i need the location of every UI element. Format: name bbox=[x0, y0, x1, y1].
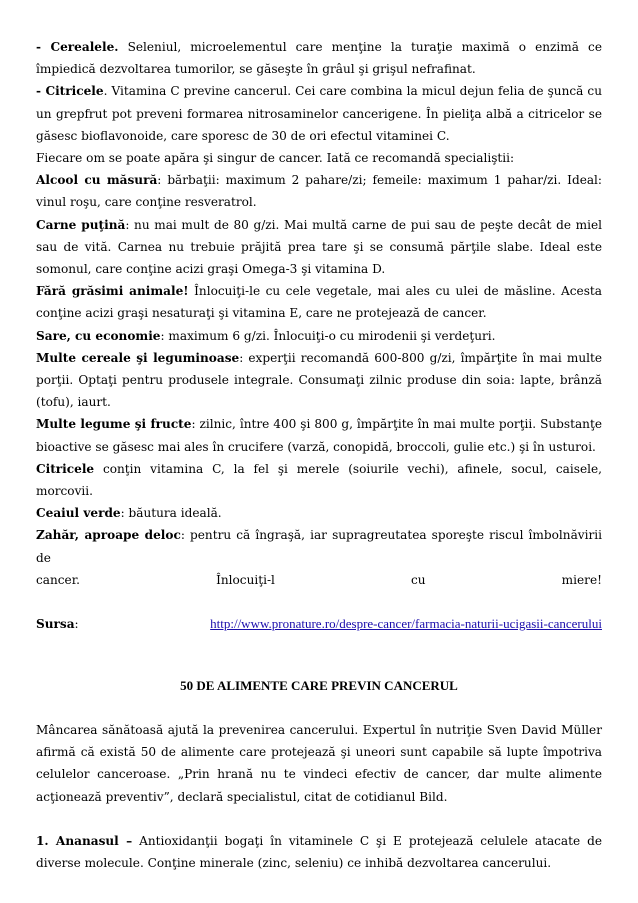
paragraph-animal-fats bbox=[36, 280, 602, 324]
source-label-group bbox=[36, 613, 79, 635]
spacer bbox=[36, 591, 602, 613]
sugar-text: : pentru că îngraşă, iar supragreutatea sporeşte riscul îmbolnăvirii de bbox=[36, 528, 602, 565]
source-row bbox=[36, 613, 602, 635]
cereals-legumes-heading: Multe cereale şi leguminoase bbox=[36, 350, 240, 365]
paragraph-intro-50-foods: Mâncarea sănătoasă ajută la prevenirea cancerului. Expertul în nutriţie Sven David Müller afirmă că există 50 de alimente care protejează şi uneori sunt capabile să lupte împotriva celulelor canceroase. „Prin hrană nu te vindeci efectiv de cancer, dar multe alimente acţionează preventiv”, declară specialistul, citat de cotidianul Bild. bbox=[36, 723, 602, 804]
cereals-legumes-text: : experţii recomandă 600-800 g/zi, împărţite în mai multe porţii. Optaţi pentru produsele integrale. Consumaţi zilnic produse din soia: lapte, brânză (tofu), iaurt. bbox=[36, 350, 602, 410]
salt-text: : maximum 6 g/zi. Înlocuiţi-o cu mirodenii şi verdeţuri. bbox=[160, 328, 496, 343]
citrus-2-heading: Citricele bbox=[36, 461, 95, 476]
source-label: Sursa bbox=[36, 617, 75, 632]
sugar-word-honey: miere! bbox=[561, 572, 602, 587]
paragraph-green-tea bbox=[36, 502, 602, 524]
pineapple-heading: 1. Ananasul – bbox=[36, 833, 133, 848]
paragraph-meat bbox=[36, 214, 602, 281]
paragraph-citrus-2 bbox=[36, 458, 602, 502]
citrus-text: . Vitamina C previne cancerul. Cei care combina la micul dejun felia de şuncă cu un grepfrut pot preveni formarea nitrosaminelor cancerigene. În pieliţa albă a citricelor se găsesc bioflavonoide, care sporesc de 30 de ori efectul vitaminei C. bbox=[36, 84, 602, 143]
section-heading: 50 DE ALIMENTE CARE PREVIN CANCERUL bbox=[180, 678, 458, 694]
paragraph-sugar-last-line bbox=[36, 569, 602, 591]
green-tea-heading: Ceaiul verde bbox=[36, 506, 121, 521]
green-tea-text: : băutura ideală. bbox=[120, 506, 222, 521]
animal-fats-heading: Fără grăsimi animale! bbox=[36, 284, 189, 299]
pineapple-text: Antioxidanţii bogaţi în vitaminele C şi E protejează celulele atacate de diverse molecule. Conţine minerale (zinc, seleniu) ce inhibă dezvoltarea cancerului. bbox=[36, 833, 602, 871]
document-page bbox=[36, 36, 602, 874]
cereals-text: Seleniul, microelementul care menţine la turaţie maximă o enzimă ce împiedică dezvoltarea tumorilor, se găseşte în grâul şi grişul nefrafinat. bbox=[36, 40, 602, 77]
sugar-heading: Zahăr, aproape deloc bbox=[36, 528, 181, 543]
paragraph-cereals bbox=[36, 36, 602, 80]
paragraph-sugar bbox=[36, 524, 602, 568]
meat-text: : nu mai mult de 80 g/zi. Mai multă carne de pui sau de peşte decât de miel sau de vită. Carnea nu trebuie prăjită prea tare şi se consumă părţile slabe. Ideal este somonul, care conţine acizi graşi Omega-3 şi vitamina D. bbox=[36, 217, 602, 277]
paragraph-citrus bbox=[36, 80, 602, 147]
source-colon: : bbox=[74, 617, 79, 632]
spacer bbox=[36, 635, 602, 675]
alcohol-heading: Alcool cu măsură bbox=[36, 173, 158, 188]
sugar-word-with: cu bbox=[411, 572, 426, 587]
paragraph-alcohol bbox=[36, 169, 602, 213]
vegetables-fruits-heading: Multe legume şi fructe bbox=[36, 417, 192, 432]
paragraph-vegetables-fruits bbox=[36, 413, 602, 457]
spacer bbox=[36, 697, 602, 719]
citrus-2-text: conţin vitamina C, la fel şi merele (soiurile vechi), afinele, socul, caisele, morcovii. bbox=[36, 461, 602, 499]
source-link[interactable]: http://www.pronature.ro/despre-cancer/farmacia-naturii-ucigasii-cancerului bbox=[210, 616, 602, 632]
cereals-heading: - Cerealele. bbox=[36, 40, 119, 54]
paragraph-salt bbox=[36, 325, 602, 347]
list-item-pineapple bbox=[36, 830, 602, 874]
sugar-word-cancer: cancer. bbox=[36, 572, 80, 587]
meat-heading: Carne puţină bbox=[36, 217, 126, 232]
paragraph-intro-advice: Fiecare om se poate apăra şi singur de cancer. Iată ce recomandă specialiştii: bbox=[36, 151, 515, 166]
paragraph-cereals-legumes bbox=[36, 347, 602, 414]
spacer bbox=[36, 808, 602, 830]
citrus-heading: - Citricele bbox=[36, 84, 104, 99]
salt-heading: Sare, cu economie bbox=[36, 328, 161, 343]
animal-fats-text: Înlocuiţi-le cu cele vegetale, mai ales cu ulei de măsline. Acesta conţine acizi graşi nesaturaţi şi vitamina E, care ne protejează de cancer. bbox=[36, 284, 602, 321]
alcohol-text: : bărbaţii: maximum 2 pahare/zi; femeile: maximum 1 pahar/zi. Ideal: vinul roşu, care conţine resveratrol. bbox=[36, 173, 602, 210]
vegetables-fruits-text: : zilnic, între 400 şi 800 g, împărţite în mai multe porţii. Substanţe bioactive se găsesc mai ales în crucifere (varză, conopidă, broccoli, gulie etc.) şi în usturoi. bbox=[36, 417, 602, 454]
sugar-word-replace: Înlocuiţi-l bbox=[216, 572, 275, 587]
